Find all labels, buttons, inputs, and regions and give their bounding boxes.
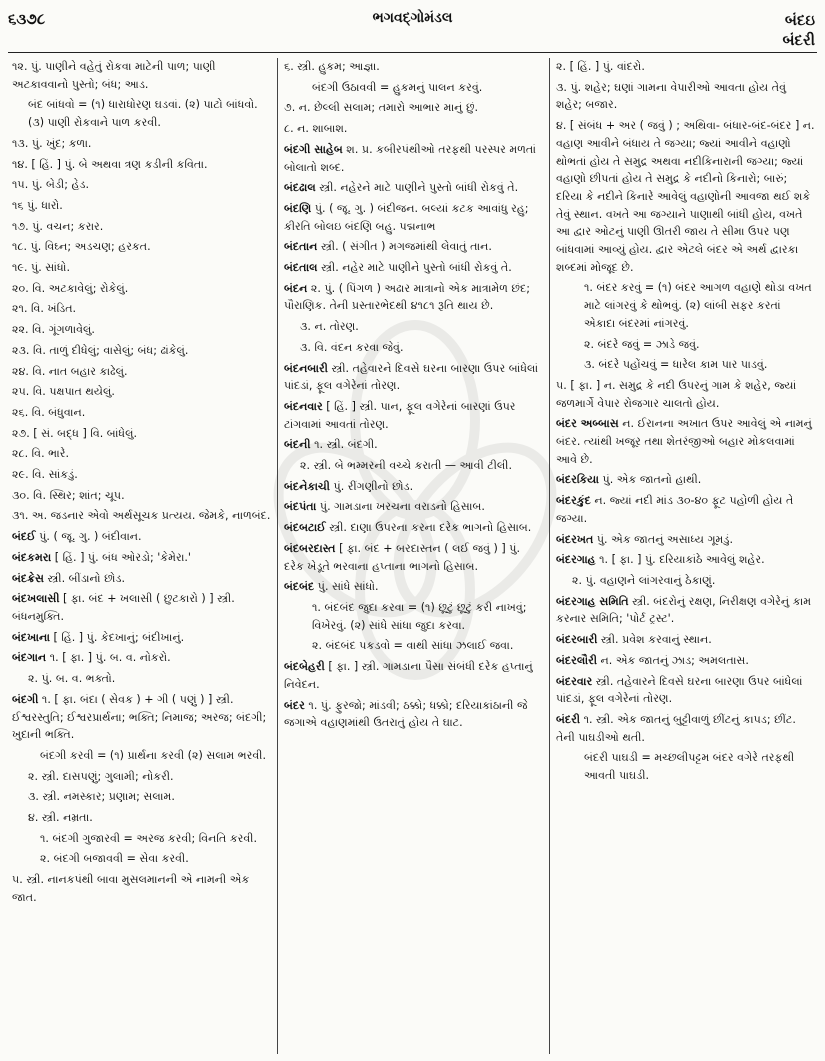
dictionary-sense	[12, 670, 271, 688]
dictionary-sense	[12, 197, 271, 215]
dictionary-entry	[284, 179, 543, 197]
entry-definition: ૨૨. વિ. ગૂંગળાવેલું.	[12, 323, 95, 337]
dictionary-sense	[12, 383, 271, 401]
entry-headword: બંદણિ	[284, 201, 312, 215]
entry-headword: બંદબેહરી	[284, 660, 325, 674]
column-left	[6, 58, 277, 1054]
entry-definition: ૧૮. પું. વિઘ્ન; અડચણ; હરકત.	[12, 240, 151, 254]
guide-word-first: બંદઇ	[784, 11, 815, 29]
dictionary-sense	[284, 599, 543, 634]
entry-headword: બંદની	[284, 438, 311, 452]
entry-definition: ૧૭. પું. વચન; કરાર.	[12, 219, 104, 233]
entry-definition: બંદ બાંધવો = (૧) ધારાધોરણ ઘડવાં. (૨) પાટો બાંધવો. (૩) પાણી રોકવાને પાળ કરવી.	[28, 98, 258, 130]
dictionary-entry	[284, 141, 543, 176]
dictionary-sense	[12, 156, 271, 174]
entry-definition: ૩. બંદરે પહોંચવું = ધારેલ કામ પાર પાડવું.	[584, 358, 768, 372]
entry-headword: બંદખલાસી	[12, 592, 60, 606]
dictionary-entry	[556, 711, 815, 746]
entry-headword: બંદતાન	[284, 240, 318, 254]
entry-definition: ૧૬ પું. ધારો.	[12, 198, 63, 212]
entry-headword: બંદખાના	[12, 630, 50, 644]
entry-headword: બંદનેકાચી	[284, 479, 330, 493]
dictionary-entry	[284, 697, 543, 732]
dictionary-sense	[556, 279, 815, 332]
entry-headword: બંદરખત	[556, 532, 594, 546]
entry-definition: ૩૦. વિ. સ્થિર; શાંત; ચૂપ.	[12, 488, 125, 502]
entry-headword: બંદઈ	[12, 530, 36, 544]
dictionary-entry	[12, 691, 271, 744]
entry-definition: ૧. બંદબંદ જુદા કરવા = (૧) છૂટું છૂટું કરી નાખવું; વિખેરવું. (૨) સાંધે સાંધા જુદા કરવા.	[312, 600, 527, 632]
dictionary-sense	[556, 58, 815, 76]
entry-headword: બંદરગાહ સમિતિ	[556, 594, 629, 608]
dictionary-sense	[12, 342, 271, 360]
entry-headword: બંદરબારી	[556, 633, 598, 647]
dictionary-entry	[284, 478, 543, 496]
entry-definition: ૫. સ્ત્રી. નાનકપંથી બાવા મુસલમાનની એ નામની એક જાત.	[12, 873, 250, 904]
entry-definition: પું. ( જૂ. ગુ. ) બંદીવાન.	[39, 530, 142, 544]
dictionary-sense	[284, 318, 543, 336]
entry-headword: બંદઢાલ	[284, 181, 316, 195]
entry-definition: ૨. પું. ( પિંગળ ) અઢાર માત્રાનો એક માત્રામેળ છંદ; પૌરાણિક. તેની પ્રસ્તારભેદથી ૪૧૮૧ રૂતિ થાય છે.	[284, 281, 530, 313]
dictionary-sense	[284, 457, 543, 475]
entry-definition: ૧૨. પું. પાણીને વહેતું રોકવા માટેની પાળ; પાણી અટકાવવાનો પુસ્તો; બંધ; આડ.	[12, 60, 216, 91]
dictionary-entry	[556, 673, 815, 708]
dictionary-sense	[12, 259, 271, 277]
entry-definition: પું. ( જૂ. ગુ. ) બંદીજન. બલ્યાં કટક આવાંધુ રહુ; કીરતિ બોલઇ બંદણિ બહુ. પદ્મનાભ	[284, 201, 529, 233]
entry-definition: [ હિં. ] પું. બંધ ઓરડો; 'કેમેરા.'	[54, 550, 191, 564]
entry-headword: બંદરગાહ	[556, 553, 596, 567]
entry-definition: ૮. ન. શાબાશ.	[284, 122, 348, 136]
entry-headword: બંદગી સાહેબ	[284, 142, 343, 156]
entry-definition: ૨૩. વિ. તાળું દીધેલું; વાસેલું; બંધ; ઢાંકેલું.	[12, 343, 189, 357]
dictionary-sense	[284, 58, 543, 76]
entry-definition: ૨. સ્ત્રી. દાસપણું; ગુલામી; નોકરી.	[28, 769, 174, 783]
entry-definition: સ્ત્રી. નહેરને માટે પાણીને પુસ્તો બાંધી રોકવું તે.	[319, 181, 519, 195]
entry-definition: ૧૯. પું. સાંધો.	[12, 261, 70, 275]
dictionary-entry	[556, 631, 815, 649]
header-rule	[8, 52, 817, 53]
dictionary-sense	[284, 637, 543, 655]
dictionary-sense	[12, 238, 271, 256]
entry-definition: [ હિં. ] પું. કેદખાનું; બંદીખાનું.	[53, 630, 185, 644]
entry-definition: ૧. બંદગી ગુજારવી = અરજ કરવી; વિનતિ કરવી.	[40, 831, 258, 845]
dictionary-sense	[12, 830, 271, 848]
entry-definition: ન. ઈરાનના અખાત ઉપર આવેલું એ નામનું બંદર. ત્યાંથી ખજૂર તથા શેતરંજીઓ બહાર મોકલવામાં આવે છે.	[556, 417, 812, 466]
dictionary-entry	[12, 649, 271, 667]
entry-definition: ૪. [ સંબંધ + અર ( જવું ) ; અથિવા- બંધાર-બંદ-બંદર ] ન. વહાણ આવીને બંધાય તે જગ્યા; જ્યાં આવીને વહાણો થોભતાં હોય તે સમુદ્ર અથવા નદીકિનારાની જગ્યા; જ્યાં વહાણો છીપતાં હોય તે સમુદ્ર કે નદીનો કિનારો; બારું; દરિયા કે નદીને કિનારે આવેલું વહાણોની આવજા થઈ શકે તેવું સ્થાન. વખતે આ જગ્યાને પાણાથી બાંધી હોય, વખતે આ દ્વાર ઓટનું પાણી ઊતરી જાય તે સીમા ઉપર પણ બાંધવામાં આવ્યું હોય. દ્વાર એટલે બંદર એ અર્થ દ્વારકા શબ્દમાં મોજૂદ છે.	[556, 119, 815, 274]
guide-word-last: બંદરી	[782, 31, 815, 49]
entry-definition: ૨૭. [ સં. બદ્ધ ] વિ. બાંધેલું.	[12, 426, 137, 440]
entry-definition: બંદરી પાઘડી = મચ્છલીપટ્ટમ બંદર વગેરે તરફથી આવતી પાઘડી.	[584, 751, 795, 783]
entry-headword: બંદક્રેસ	[12, 571, 44, 585]
dictionary-entry	[284, 259, 543, 277]
entry-definition: ૩૧. અ. જડનાર એવો અર્થસૂચક પ્રત્યય. જેમકે, નાળબંદ.	[12, 509, 271, 523]
entry-headword: બંદકમરા	[12, 550, 52, 564]
dictionary-sense	[12, 445, 271, 463]
dictionary-entry	[556, 593, 815, 628]
dictionary-entry	[284, 498, 543, 516]
dictionary-sense	[12, 58, 271, 93]
dictionary-entry	[556, 652, 815, 670]
entry-headword: બંદગી	[12, 692, 39, 706]
entry-definition: સ્ત્રી. બીંડાનો છોડ.	[47, 571, 126, 585]
dictionary-sense	[12, 218, 271, 236]
dictionary-sense	[12, 871, 271, 906]
dictionary-sense	[12, 404, 271, 422]
dictionary-entry	[284, 658, 543, 693]
entry-definition: ૩. પું. શહેર; ઘણાં ગામના વેપારીઓ આવતા હોય તેવું શહેર; બજાર.	[556, 80, 786, 112]
entry-definition: ૨૮. વિ. ભારે.	[12, 447, 69, 461]
dictionary-entry	[12, 570, 271, 588]
dictionary-entry	[12, 629, 271, 647]
dictionary-sense	[556, 749, 815, 784]
entry-definition: ૬. સ્ત્રી. હુકમ; આજ્ઞા.	[284, 60, 380, 73]
entry-headword: બંદરવાર	[556, 674, 593, 688]
entry-headword: બંદબરદાસ્ત	[284, 541, 336, 555]
entry-headword: બંદગાન	[12, 651, 47, 665]
entry-definition: ૧૩. પું. ખુંદ; કળા.	[12, 136, 92, 150]
entry-headword: બંદરી	[556, 712, 581, 726]
page-header	[0, 0, 825, 58]
entry-definition: ૨. સ્ત્રી. બે ભમ્મરની વચ્ચે કરાતી — આવી ટીલી.	[300, 459, 512, 473]
entry-definition: સ્ત્રી. પ્રવેશ કરવાનું સ્થાન.	[600, 633, 712, 647]
dictionary-entry	[284, 238, 543, 256]
dictionary-sense	[12, 747, 271, 765]
dictionary-sense	[284, 120, 543, 138]
dictionary-sense	[284, 339, 543, 357]
entry-definition: ૧. સ્ત્રી. એક જાતનું બુટ્ટીવાળું છીંટનું કાપડ; છીંટ. તેની પાઘડીઓ થતી.	[556, 712, 796, 744]
dictionary-entry	[284, 540, 543, 575]
entry-definition: ૨૦. વિ. અટકાવેલું; રોકેલું.	[12, 281, 129, 295]
page-number: ૬૩૭૮	[8, 10, 46, 28]
entry-definition: ૨. પું. બ. વ. ભક્તો.	[28, 672, 116, 686]
dictionary-entry	[284, 360, 543, 395]
dictionary-entry	[556, 531, 815, 549]
entry-definition: ૫. [ ફા. ] ન. સમુદ્ર કે નદી ઉપરનું ગામ કે શહેર, જ્યાં જળમાર્ગે વેપાર રોજગાર ચાલતો હોય.	[556, 378, 797, 410]
entry-definition: સ્ત્રી. તહેવારને દિવસે ઘરના બારણા ઉપર બાંધેલાં પાંદડાં, ફૂલ વગેરેનાં તોરણ.	[556, 674, 803, 706]
entry-definition: પું. ગામડાના ખરચના વરાડનો હિસાબ.	[319, 500, 485, 514]
dictionary-sense	[556, 356, 815, 374]
dictionary-sense	[556, 572, 815, 590]
entry-definition: ૧. પું. ફુરજો; માંડવી; ઠક્કો; ધક્કો; દરિયાકાંઠાની જે જગાએ વહાણમાંથી ઉતરાતું હોય તે ઘાટ.	[284, 698, 528, 730]
entry-definition: ૨. બંદબંદ પકડવો = વાથી સાંધા ઝલાઈ જવા.	[312, 639, 514, 653]
entry-definition: ૧. બંદર કરવું = (૧) બંદર આગળ વહાણે થોડા વખત માટે લાંગરવું કે થોભવું. (૨) લાંબી સફર કરતાં એકાદા બંદરમાં નાંગરવું.	[584, 281, 812, 330]
entry-definition: ૩. ન. તોરણ.	[300, 320, 359, 334]
entry-definition: ૨. [ હિં. ] પું. વાંદરો.	[556, 60, 645, 73]
dictionary-entry	[556, 551, 815, 569]
dictionary-sense	[12, 850, 271, 868]
dictionary-sense	[12, 487, 271, 505]
entry-definition: સ્ત્રી. તહેવારને દિવસે ઘરના બારણા ઉપર બાંધેલાં પાંદડાં, ફૂલ વગેરેનાં તોરણ.	[284, 361, 539, 393]
dictionary-sense	[556, 336, 815, 354]
dictionary-entry	[284, 436, 543, 454]
dictionary-sense	[12, 788, 271, 806]
entry-headword: બંદરકિયા	[556, 473, 599, 487]
dictionary-sense	[556, 377, 815, 412]
entry-definition: પું. સાંધે સાંધો.	[317, 580, 379, 594]
dictionary-sense	[12, 809, 271, 827]
entry-definition: [ ફા. બંદ + બરદાસ્તન ( લઈ જવું ) ] પું. દરેક ખેડૂતે ભરવાના હપ્તાના ભાગનો હિસાબ.	[284, 541, 520, 573]
dictionary-columns	[6, 58, 821, 1054]
dictionary-sense	[12, 507, 271, 525]
entry-headword: બંદન	[284, 281, 308, 295]
entry-definition: ૭. ન. છેલ્લી સલામ; તમારો આભાર માનું છું.	[284, 101, 479, 115]
entry-headword: બંદબટાઈ	[284, 521, 326, 535]
entry-definition: ૧. [ ફા. ] પું. દરિયાકાંઠે આવેલું શહેર.	[599, 553, 765, 567]
entry-definition: [ ફા. બંદ + ખલાસી ( છુટકારો ) ] સ્ત્રી. બંધનમુક્તિ.	[12, 592, 235, 623]
dictionary-sense	[12, 176, 271, 194]
entry-headword: બંદબંદ	[284, 580, 315, 594]
entry-definition: બંદગી કરવી = (૧) પ્રાર્થના કરવી (૨) સલામ ભરવી.	[40, 748, 267, 762]
entry-definition: સ્ત્રી. બંદરોનું રક્ષણ, નિરીક્ષણ વગેરેનું કામ કરનાર સમિતિ; 'પોર્ટ ટ્રસ્ટ'.	[556, 594, 812, 626]
dictionary-entry	[284, 519, 543, 537]
dictionary-entry	[284, 578, 543, 596]
dictionary-entry	[284, 398, 543, 433]
entry-definition: ૨૪. વિ. નાત બહાર કાઢેલું.	[12, 364, 128, 378]
entry-definition: ૨૯. વિ. સાંકડું.	[12, 468, 78, 482]
dictionary-sense	[556, 79, 815, 114]
entry-definition: ૨. બંદગી બજાવવી = સેવા કરવી.	[40, 852, 189, 866]
dictionary-sense	[12, 135, 271, 153]
entry-headword: બંદર અબ્બાસ	[556, 417, 619, 431]
entry-definition: ૧. સ્ત્રી. બંદગી.	[314, 438, 378, 452]
entry-definition: ૨૫. વિ. પક્ષપાત થયેલું.	[12, 385, 115, 399]
dictionary-entry	[556, 415, 815, 468]
entry-definition: [ હિં. ] સ્ત્રી. પાન, ફૂલ વગેરેનાં બારણાં ઉપર ટાંગવામાં આવતાં તોરણ.	[284, 399, 516, 431]
entry-definition: ૧. [ ફા. ] પું. બ. વ. નોકરો.	[49, 651, 171, 665]
dictionary-sense	[12, 768, 271, 786]
entry-definition: ૧૪. [ હિં. ] પું. બે અથવા ત્રણ કડીની કવિતા.	[12, 157, 208, 171]
entry-definition: પું. રીંગણીનો છોડ.	[333, 479, 414, 493]
entry-headword: બંદનવાર	[284, 399, 323, 413]
entry-headword: બંદરકુંદ	[556, 494, 591, 508]
entry-definition: ૩. વિ. વંદન કરવા જેવું.	[300, 340, 404, 354]
dictionary-sense	[12, 321, 271, 339]
dictionary-sense	[556, 117, 815, 276]
entry-definition: સ્ત્રી. દાણા ઉપરના કરના દરેક ભાગનો હિસાબ.	[329, 521, 532, 535]
column-right	[549, 58, 821, 1054]
dictionary-entry	[12, 528, 271, 546]
entry-definition: [ ફા. ] સ્ત્રી. ગામડાના પૈસા સંબંધી દરેક હપ્તાનું નિવેદન.	[284, 660, 533, 691]
entry-headword: બંદપંતા	[284, 500, 317, 514]
dictionary-entry	[284, 200, 543, 235]
entry-definition: ન. એક જાતનું ઝાડ; અમલતાસ.	[600, 653, 749, 667]
dictionary-sense	[12, 300, 271, 318]
dictionary-sense	[12, 96, 271, 131]
dictionary-sense	[12, 466, 271, 484]
entry-definition: ૨. પું. વહાણને લાંગરવાનું ઠેકાણું.	[572, 573, 716, 587]
entry-headword: બંદરલૌરી	[556, 653, 597, 667]
entry-definition: ૩. સ્ત્રી. નમસ્કાર; પ્રણામ; સલામ.	[28, 790, 175, 804]
entry-definition: ૧૫. પું. બેડી; હેડ.	[12, 178, 89, 192]
entry-definition: બંદગી ઉઠાવવી = હુકમનું પાલન કરવું.	[312, 80, 483, 94]
dictionary-entry	[556, 471, 815, 489]
dictionary-sense	[12, 363, 271, 381]
entry-definition: સ્ત્રી. નહેર માટે પાણીને પુસ્તો બાંધી રોકવું તે.	[321, 261, 512, 275]
dictionary-entry	[284, 280, 543, 315]
entry-definition: પું. એક જાતનો હાથી.	[602, 473, 702, 487]
entry-definition: ૨. બંદરે જવું = ઝાડે જવું.	[584, 337, 700, 351]
dictionary-entry	[12, 549, 271, 567]
entry-headword: બંદતાલ	[284, 261, 318, 275]
dictionary-sense	[284, 79, 543, 97]
entry-definition: ૨૬. વિ. બંધુવાન.	[12, 405, 86, 419]
entry-definition: ૧. [ ફા. બંદા ( સેવક ) + ગી ( પણું ) ] સ્ત્રી. ઈશ્વરસ્તુતિ; ઈશ્વરપ્રાર્થના; ભક્તિ; નિમાજ; અરજ; બંદગી; ખુદાની ભક્તિ.	[12, 692, 267, 742]
guide-words	[783, 10, 815, 50]
entry-headword: બંદર	[284, 698, 305, 712]
entry-definition: ન. જ્યાં નદી માંડ ૩૦-૪૦ ફૂટ પહોળી હોય તે જગ્યા.	[556, 494, 794, 525]
dictionary-entry	[12, 590, 271, 625]
dictionary-sense	[284, 99, 543, 117]
dictionary-sense	[12, 425, 271, 443]
column-middle	[277, 58, 549, 1054]
page-title: ભગવદ્ગોમંડલ	[372, 10, 453, 26]
dictionary-entry	[556, 492, 815, 527]
entry-definition: શ. પ્ર. કબીરપંથીઓ તરફથી પરસ્પર મળતાં બોલાતો શબ્દ.	[284, 142, 536, 174]
dictionary-sense	[12, 280, 271, 298]
entry-definition: ૨૧. વિ. ખંડિત.	[12, 302, 77, 316]
entry-definition: પું. એક જાતનું અસાધ્ય ગૂમડું.	[596, 532, 733, 546]
entry-definition: સ્ત્રી. ( સંગીત ) મગજમાંથી લેવાતું તાન.	[320, 240, 492, 254]
entry-headword: બંદનબારી	[284, 361, 328, 375]
entry-definition: ૪. સ્ત્રી. નમ્રતા.	[28, 811, 93, 825]
